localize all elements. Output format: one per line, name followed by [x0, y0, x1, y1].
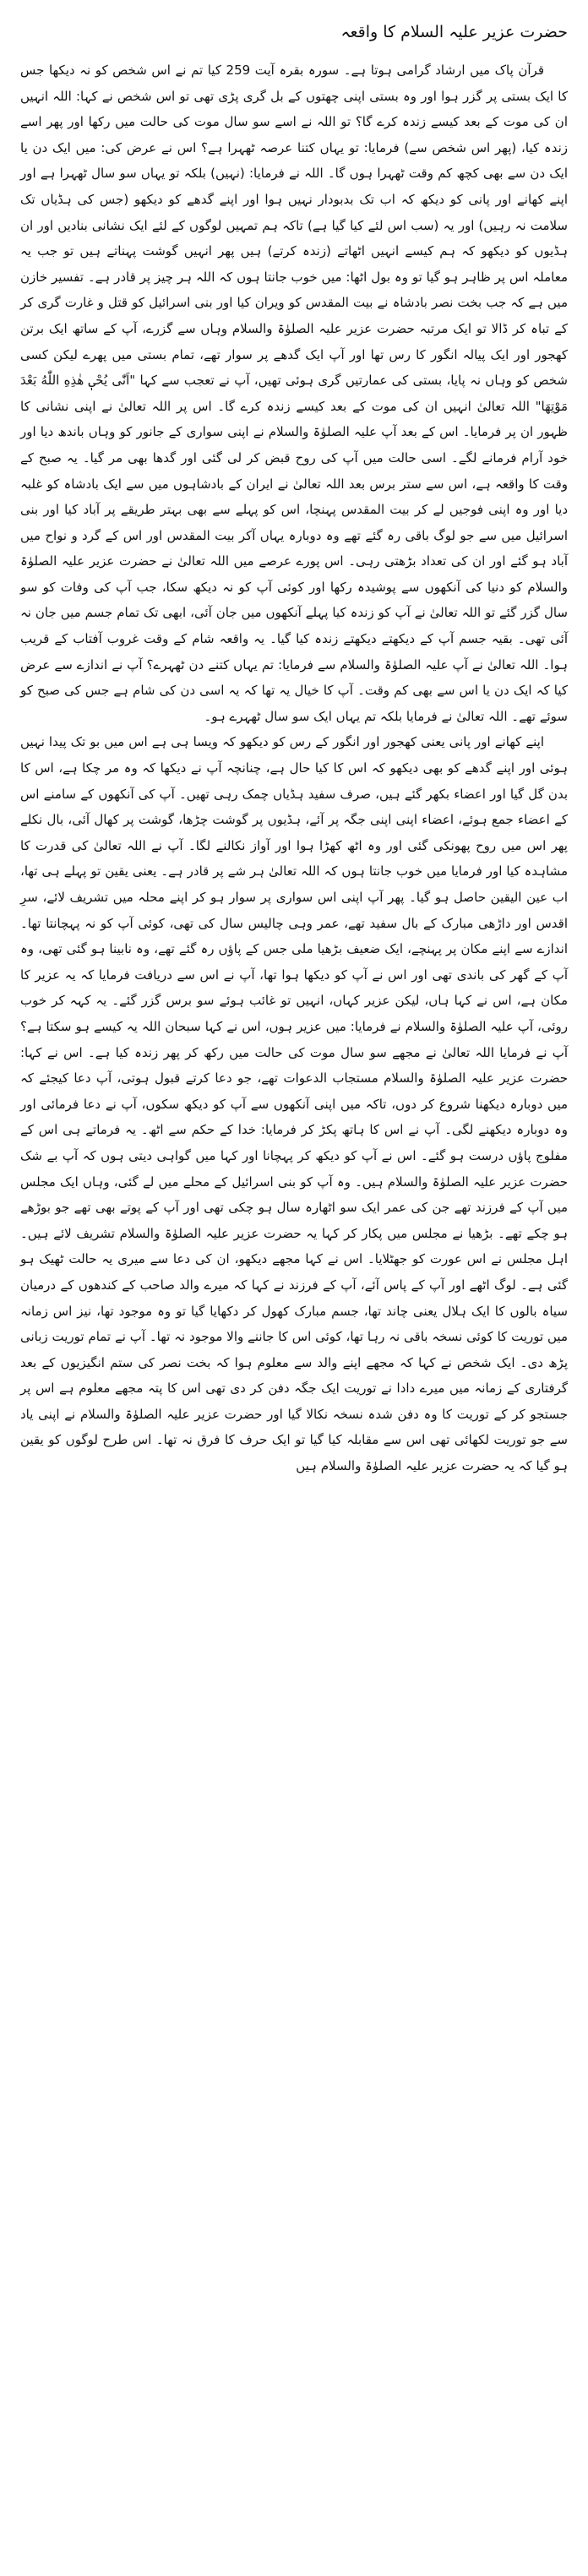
article-body	[20, 57, 568, 1479]
paragraph: اپنے کھانے اور پانی یعنی کھجور اور انگور کے رس کو دیکھو کہ ویسا ہی ہے اس میں بو تک پیدا نہیں ہوئی اور اپنے گدھے کو بھی دیکھو کہ اس کا کیا حال ہے، چنانچہ آپ نے دیکھا کہ وہ مر چکا ہے، اس کا بدن گل گیا اور اعضاء بکھر گئے ہیں، صرف سفید ہڈیاں چمک رہی تھیں۔ آپ کی آنکھوں کے سامنے اس کے اعضاء جمع ہوئے، اعضاء اپنی اپنی جگہ پر آئے، ہڈیوں پر گوشت چڑھا، گوشت پر کھال آئی، بال نکلے پھر اس میں روح پھونکی گئی اور وہ اٹھ کھڑا ہوا اور آواز نکالنے لگا۔ آپ نے اللہ تعالیٰ کی قدرت کا مشاہدہ کیا اور فرمایا میں خوب جانتا ہوں کہ اللہ تعالیٰ ہر شے پر قادر ہے۔ یعنی یقین تو پہلے ہی تھا، اب عین الیقین حاصل ہو گیا۔ پھر آپ اپنی اس سواری پر سوار ہو کر اپنے محلہ میں تشریف لائے، سرِ اقدس اور داڑھی مبارک کے بال سفید تھے، عمر وہی چالیس سال کی تھی، کوئی آپ کو نہ پہچانتا تھا۔ اندازے سے اپنے مکان پر پہنچے، ایک ضعیف بڑھیا ملی جس کے پاؤں رہ گئے تھے، وہ نابینا ہو گئی تھی، وہ آپ کے گھر کی باندی تھی اور اس نے آپ کو دیکھا ہوا تھا، آپ نے اس سے دریافت فرمایا کہ یہ عزیر کا مکان ہے، اس نے کہا ہاں، لیکن عزیر کہاں، انہیں تو غائب ہوئے سو برس گزر گئے۔ یہ کہہ کر خوب روئی، آپ علیہ الصلوٰۃ والسلام نے فرمایا: میں عزیر ہوں، اس نے کہا سبحان اللہ یہ کیسے ہو سکتا ہے؟ آپ نے فرمایا اللہ تعالیٰ نے مجھے سو سال موت کی حالت میں رکھ کر پھر زندہ کیا ہے۔ اس نے کہا: حضرت عزیر علیہ الصلوٰۃ والسلام مستجاب الدعوات تھے، جو دعا کرتے قبول ہوتی، آپ دعا کیجئے کہ میں دوبارہ دیکھنا شروع کر دوں، تاکہ میں اپنی آنکھوں سے آپ کو دیکھ سکوں، آپ نے دعا فرمائی اور وہ دوبارہ دیکھنے لگی۔ آپ نے اس کا ہاتھ پکڑ کر فرمایا: خدا کے حکم سے اٹھ۔ یہ فرماتے ہی اس کے مفلوج پاؤں درست ہو گئے۔ اس نے آپ کو دیکھ کر پہچانا اور کہا میں گواہی دیتی ہوں کہ آپ بے شک حضرت عزیر علیہ الصلوٰۃ والسلام ہیں۔ وہ آپ کو بنی اسرائیل کے محلے میں لے گئی، وہاں ایک مجلس میں آپ کے فرزند تھے جن کی عمر ایک سو اٹھارہ سال ہو چکی تھی اور آپ کے پوتے بھی تھے جو بوڑھے ہو چکے تھے۔ بڑھیا نے مجلس میں پکار کر کہا یہ حضرت عزیر علیہ الصلوٰۃ والسلام تشریف لائے ہیں۔ اہل مجلس نے اس عورت کو جھٹلایا۔ اس نے کہا مجھے دیکھو، ان کی دعا سے میری یہ حالت ٹھیک ہو گئی ہے۔ لوگ اٹھے اور آپ کے پاس آئے، آپ کے فرزند نے کہا کہ میرے والد صاحب کے کندھوں کے درمیان سیاہ بالوں کا ایک ہلال یعنی چاند تھا، جسم مبارک کھول کر دکھایا گیا تو وہ موجود تھا، نیز اس زمانہ میں توریت کا کوئی نسخہ باقی نہ رہا تھا، کوئی اس کا جاننے والا موجود نہ تھا۔ آپ نے تمام توریت زبانی پڑھ دی۔ ایک شخص نے کہا کہ مجھے اپنے والد سے معلوم ہوا کہ بخت نصر کی ستم انگیزیوں کے بعد گرفتاری کے زمانہ میں میرے دادا نے توریت ایک جگہ دفن کر دی تھی اس کا پتہ مجھے معلوم ہے اس پر جستجو کر کے توریت کا وہ دفن شدہ نسخہ نکالا گیا اور حضرت عزیر علیہ الصلوٰۃ والسلام نے اپنی یاد سے جو توریت لکھائی تھی اس سے مقابلہ کیا گیا تو ایک حرف کا فرق نہ تھا۔ اس طرح لوگوں کو یقین ہو گیا کہ یہ حضرت عزیر علیہ الصلوٰۃ والسلام ہیں	[20, 734, 568, 1474]
paragraph: قرآن پاک میں ارشاد گرامی ہوتا ہے۔ سورہ بقرہ آیت 259 کیا تم نے اس شخص کو نہ دیکھا جس کا ایک بستی پر گزر ہوا اور وہ بستی اپنی چھتوں کے بل گری پڑی تھی تو اس شخص نے کہا: اللہ انہیں ان کی موت کے بعد کیسے زندہ کرے گا؟ تو اللہ نے اسے سو سال موت کی حالت میں رکھا اور پھر اسے زندہ کیا، (پھر اس شخص سے) فرمایا: تو یہاں کتنا عرصہ ٹھہرا ہے؟ اس نے عرض کی: میں ایک دن یا ایک دن سے بھی کچھ کم وقت ٹھہرا ہوں گا۔ اللہ نے فرمایا: (نہیں) بلکہ تو یہاں سو سال ٹھہرا ہے اور اپنے کھانے اور پانی کو دیکھ کہ اب تک بدبودار نہیں ہوا اور اپنے گدھے کو دیکھو (جس کی ہڈیاں تک سلامت نہ رہیں) اور یہ (سب اس لئے کیا گیا ہے) تاکہ ہم تمہیں لوگوں کے لئے ایک نشانی بنادیں اور ان ہڈیوں کو دیکھو کہ ہم کیسے انہیں اٹھاتے (زندہ کرتے) ہیں پھر انہیں گوشت پہناتے ہیں تو جب یہ معاملہ اس پر ظاہر ہو گیا تو وہ بول اٹھا: میں خوب جانتا ہوں کہ اللہ ہر چیز پر قادر ہے۔ تفسیر خازن میں ہے کہ جب بخت نصر بادشاہ نے بیت المقدس کو ویران کیا اور بنی اسرائیل کو قتل و غارت گری کر کے تباہ کر ڈالا تو ایک مرتبہ حضرت عزیر علیہ الصلوٰۃ والسلام وہاں سے گزرے، آپ کے ساتھ ایک برتن کھجور اور ایک پیالہ انگور کا رس تھا اور آپ ایک گدھے پر سوار تھے، تمام بستی میں پھرے لیکن کسی شخص کو وہاں نہ پایا، بستی کی عمارتیں گری ہوئی تھیں، آپ نے تعجب سے کہا "اَنّٰی یُحْیٖ هٰذِهِ اللّٰهُ بَعْدَ مَوْتِهَا" اللہ تعالیٰ انہیں ان کی موت کے بعد کیسے زندہ کرے گا۔ اس پر اللہ تعالیٰ نے اپنی نشانی کا ظہور ان پر فرمایا۔ اس کے بعد آپ علیہ الصلوٰۃ والسلام نے اپنی سواری کے جانور کو وہاں باندھ دیا اور خود آرام فرمانے لگے۔ اسی حالت میں آپ کی روح قبض کر لی گئی اور گدھا بھی مر گیا۔ یہ صبح کے وقت کا واقعہ ہے، اس سے ستر برس بعد اللہ تعالیٰ نے ایران کے بادشاہوں میں سے ایک بادشاہ کو غلبہ دیا اور وہ اپنی فوجیں لے کر بیت المقدس پہنچا، اس کو پہلے سے بھی بہتر طریقے پر آباد کیا اور بنی اسرائیل میں سے جو لوگ باقی رہ گئے تھے وہ دوبارہ یہاں آکر بیت المقدس اور اس کے گرد و نواح میں آباد ہو گئے اور ان کی تعداد بڑھتی رہی۔ اس پورے عرصے میں اللہ تعالیٰ نے حضرت عزیر علیہ الصلوٰۃ والسلام کو دنیا کی آنکھوں سے پوشیدہ رکھا اور کوئی آپ کو نہ دیکھ سکا، جب آپ کی وفات کو سو سال گزر گئے تو اللہ تعالیٰ نے آپ کو زندہ کیا پہلے آنکھوں میں جان آئی، ابھی تک تمام جسم میں جان نہ آئی تھی۔ بقیہ جسم آپ کے دیکھتے دیکھتے زندہ کیا گیا۔ یہ واقعہ شام کے وقت غروب آفتاب کے قریب ہوا۔ اللہ تعالیٰ نے آپ علیہ الصلوٰۃ والسلام سے فرمایا: تم یہاں کتنے دن ٹھہرے؟ آپ نے اندازے سے عرض کیا کہ ایک دن یا اس سے بھی کم وقت۔ آپ کا خیال یہ تھا کہ یہ اسی دن کی شام ہے جس کی صبح کو سوئے تھے۔ اللہ تعالیٰ نے فرمایا بلکہ تم یہاں ایک سو سال ٹھہرے ہو۔	[20, 63, 568, 724]
page-title: حضرت عزیر علیہ السلام کا واقعہ	[340, 23, 568, 41]
